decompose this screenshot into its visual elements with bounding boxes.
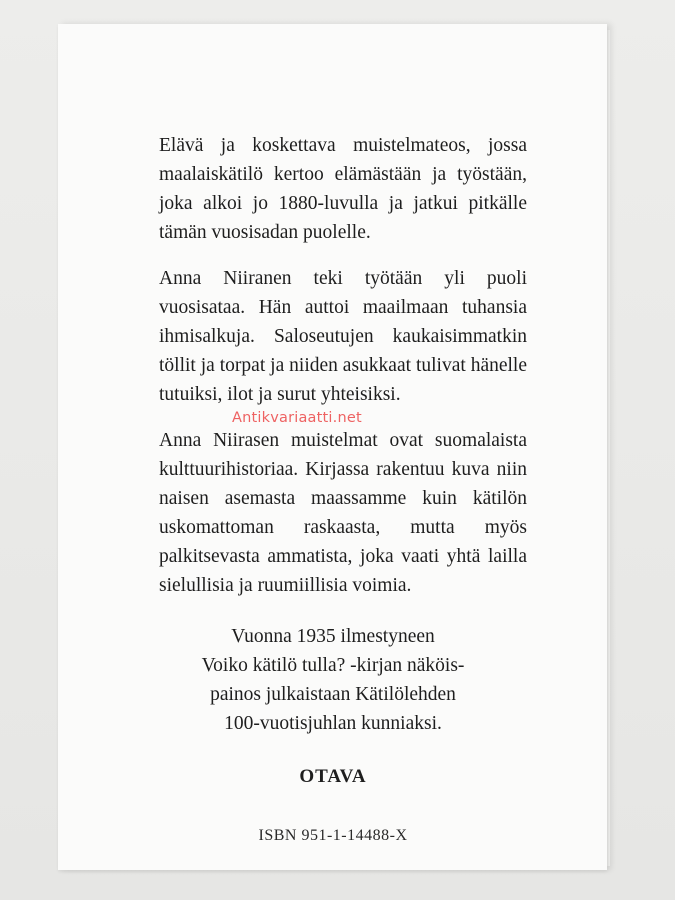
- watermark-text: Antikvariaatti.net: [232, 410, 362, 426]
- blurb-paragraph-3: Anna Niirasen muistelmat ovat suomalaista kulttuurihistoriaa. Kirjassa rakentuu kuva niin naisen asemasta maassamme kuin kätilön uskomattoman raskaasta, mutta myös palkitsevasta ammatista, joka vaati yhtä lailla sielullisia ja ruumiillisia voimia.: [159, 430, 527, 596]
- book-back-cover: [58, 24, 607, 870]
- edition-note: [118, 622, 548, 738]
- edition-note-line-1: Vuonna 1935 ilmestyneen: [231, 626, 435, 647]
- isbn-number: ISBN 951-1-14488-X: [258, 827, 408, 844]
- publisher-name: OTAVA: [299, 766, 367, 787]
- edition-note-line-4: 100-vuotisjuhlan kunniaksi.: [224, 713, 442, 734]
- blurb-paragraph-2: Anna Niiranen teki työtään yli puoli vuosisataa. Hän auttoi maailmaan tuhansia ihmisalkuja. Saloseutujen kaukaisimmatkin töllit ja torpat ja niiden asukkaat tulivat hänelle tutuiksi, ilot ja surut yhteisiksi.: [159, 268, 527, 405]
- edition-note-line-3: painos julkaistaan Kätilölehden: [210, 684, 456, 705]
- edition-note-line-2: Voiko kätilö tulla? -kirjan näköis-: [201, 655, 465, 676]
- blurb-text: [159, 131, 527, 617]
- blurb-paragraph-1: Elävä ja koskettava muistelmateos, jossa maalaiskätilö kertoo elämästään ja työstään, joka alkoi jo 1880-luvulla ja jatkui pitkälle tämän vuosisadan puolelle.: [159, 135, 527, 243]
